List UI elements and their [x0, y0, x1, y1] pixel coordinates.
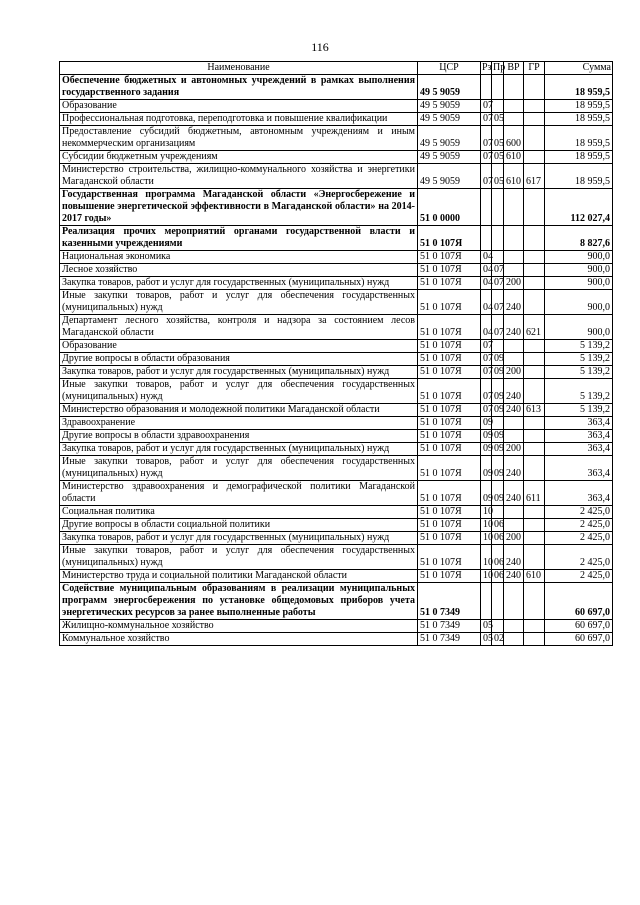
- row-gr: 610: [524, 570, 545, 583]
- row-gr: [524, 340, 545, 353]
- row-pr: 09: [492, 443, 504, 456]
- table-row: [60, 366, 613, 379]
- row-csr: 49 5 9059: [418, 100, 481, 113]
- row-vr: 240: [504, 456, 524, 481]
- row-csr: 51 0 107Я: [418, 570, 481, 583]
- row-csr: 51 0 107Я: [418, 366, 481, 379]
- row-sum: 18 959,5: [545, 164, 613, 189]
- row-vr: 200: [504, 366, 524, 379]
- row-gr: 613: [524, 404, 545, 417]
- row-pr: 09: [492, 456, 504, 481]
- row-csr: 51 0 107Я: [418, 430, 481, 443]
- table-row: [60, 443, 613, 456]
- row-pr: 09: [492, 379, 504, 404]
- row-pr: [492, 189, 504, 226]
- row-sum: 363,4: [545, 443, 613, 456]
- table-row: [60, 456, 613, 481]
- row-rz: 09: [481, 430, 492, 443]
- row-gr: [524, 251, 545, 264]
- table-header-row: [60, 62, 613, 75]
- row-name: Коммунальное хозяйство: [60, 633, 418, 646]
- row-sum: 2 425,0: [545, 545, 613, 570]
- row-rz: 04: [481, 251, 492, 264]
- row-sum: 5 139,2: [545, 353, 613, 366]
- row-name: Закупка товаров, работ и услуг для государственных (муниципальных) нужд: [60, 443, 418, 456]
- row-csr: 51 0 107Я: [418, 290, 481, 315]
- row-csr: 49 5 9059: [418, 164, 481, 189]
- table-row: [60, 583, 613, 620]
- row-vr: [504, 633, 524, 646]
- row-gr: 611: [524, 481, 545, 506]
- table-row: [60, 226, 613, 251]
- row-name: Иные закупки товаров, работ и услуг для обеспечения государственных (муниципальных) нужд: [60, 456, 418, 481]
- row-rz: [481, 189, 492, 226]
- row-gr: [524, 100, 545, 113]
- row-name: Предоставление субсидий бюджетным, автономным учреждениям и иным некоммерческим организациям: [60, 126, 418, 151]
- table-row: [60, 151, 613, 164]
- row-gr: [524, 353, 545, 366]
- row-name: Иные закупки товаров, работ и услуг для обеспечения государственных (муниципальных) нужд: [60, 545, 418, 570]
- row-gr: [524, 113, 545, 126]
- row-vr: [504, 75, 524, 100]
- row-name: Государственная программа Магаданской области «Энергосбережение и повышение энергетической эффективности в Магаданской области» на 2014-2017 годы»: [60, 189, 418, 226]
- row-csr: 51 0 107Я: [418, 443, 481, 456]
- row-name: Департамент лесного хозяйства, контроля и надзора за состоянием лесов Магаданской области: [60, 315, 418, 340]
- row-vr: 240: [504, 404, 524, 417]
- row-vr: [504, 506, 524, 519]
- row-sum: 60 697,0: [545, 633, 613, 646]
- row-csr: 51 0 107Я: [418, 545, 481, 570]
- row-sum: 2 425,0: [545, 570, 613, 583]
- table-row: [60, 126, 613, 151]
- row-sum: 2 425,0: [545, 506, 613, 519]
- row-pr: 05: [492, 113, 504, 126]
- row-sum: 363,4: [545, 417, 613, 430]
- row-name: Министерство строительства, жилищно-коммунального хозяйства и энергетики Магаданской области: [60, 164, 418, 189]
- row-rz: 10: [481, 532, 492, 545]
- row-sum: 5 139,2: [545, 340, 613, 353]
- row-sum: 363,4: [545, 430, 613, 443]
- row-rz: 05: [481, 620, 492, 633]
- row-csr: 51 0 107Я: [418, 417, 481, 430]
- row-pr: [492, 506, 504, 519]
- row-rz: 09: [481, 417, 492, 430]
- row-gr: [524, 506, 545, 519]
- row-rz: 10: [481, 506, 492, 519]
- row-pr: [492, 417, 504, 430]
- row-pr: 05: [492, 151, 504, 164]
- table-row: [60, 353, 613, 366]
- row-vr: [504, 620, 524, 633]
- row-csr: 51 0 107Я: [418, 532, 481, 545]
- row-name: Другие вопросы в области образования: [60, 353, 418, 366]
- row-pr: [492, 620, 504, 633]
- row-name: Социальная политика: [60, 506, 418, 519]
- row-sum: 363,4: [545, 456, 613, 481]
- row-name: Министерство образования и молодежной политики Магаданской области: [60, 404, 418, 417]
- row-gr: [524, 366, 545, 379]
- row-csr: 51 0 107Я: [418, 277, 481, 290]
- row-rz: 07: [481, 340, 492, 353]
- row-csr: 51 0 107Я: [418, 379, 481, 404]
- header-pr: Пр: [493, 62, 506, 73]
- row-pr: [492, 100, 504, 113]
- row-name: Закупка товаров, работ и услуг для государственных (муниципальных) нужд: [60, 532, 418, 545]
- row-name: Субсидии бюджетным учреждениям: [60, 151, 418, 164]
- row-rz: 07: [481, 366, 492, 379]
- table-row: [60, 481, 613, 506]
- row-pr: [492, 226, 504, 251]
- table-row: [60, 264, 613, 277]
- row-name: Национальная экономика: [60, 251, 418, 264]
- row-gr: [524, 226, 545, 251]
- row-pr: [492, 251, 504, 264]
- row-rz: 07: [481, 379, 492, 404]
- row-name: Здравоохранение: [60, 417, 418, 430]
- table-row: [60, 277, 613, 290]
- row-vr: [504, 226, 524, 251]
- row-sum: 900,0: [545, 315, 613, 340]
- row-rz: 10: [481, 519, 492, 532]
- table-row: [60, 430, 613, 443]
- row-gr: [524, 417, 545, 430]
- row-name: Образование: [60, 100, 418, 113]
- row-csr: 51 0 107Я: [418, 353, 481, 366]
- budget-table: [59, 61, 613, 646]
- row-name: Лесное хозяйство: [60, 264, 418, 277]
- row-pr: [492, 340, 504, 353]
- row-vr: [504, 189, 524, 226]
- row-sum: 363,4: [545, 481, 613, 506]
- row-pr: 07: [492, 277, 504, 290]
- row-vr: 240: [504, 315, 524, 340]
- row-sum: 18 959,5: [545, 75, 613, 100]
- row-gr: [524, 277, 545, 290]
- row-pr: 02: [492, 633, 504, 646]
- table-row: [60, 75, 613, 100]
- row-sum: 900,0: [545, 251, 613, 264]
- row-rz: [481, 75, 492, 100]
- table-row: [60, 189, 613, 226]
- row-pr: 09: [492, 430, 504, 443]
- row-pr: 05: [492, 126, 504, 151]
- row-pr: 06: [492, 532, 504, 545]
- table-row: [60, 404, 613, 417]
- row-rz: 05: [481, 633, 492, 646]
- row-gr: [524, 443, 545, 456]
- table-row: [60, 164, 613, 189]
- row-vr: [504, 353, 524, 366]
- row-rz: [481, 583, 492, 620]
- row-pr: 09: [492, 481, 504, 506]
- row-rz: 09: [481, 481, 492, 506]
- row-sum: 2 425,0: [545, 519, 613, 532]
- row-vr: 240: [504, 481, 524, 506]
- row-name: Министерство здравоохранения и демографической политики Магаданской области: [60, 481, 418, 506]
- row-name: Жилищно-коммунальное хозяйство: [60, 620, 418, 633]
- table-row: [60, 251, 613, 264]
- row-name: Другие вопросы в области здравоохранения: [60, 430, 418, 443]
- row-rz: 04: [481, 264, 492, 277]
- row-csr: 51 0 107Я: [418, 264, 481, 277]
- row-csr: 51 0 107Я: [418, 456, 481, 481]
- row-vr: [504, 519, 524, 532]
- row-rz: 10: [481, 570, 492, 583]
- table-row: [60, 340, 613, 353]
- table-row: [60, 315, 613, 340]
- row-csr: 51 0 7349: [418, 620, 481, 633]
- row-pr: 09: [492, 404, 504, 417]
- row-sum: 8 827,6: [545, 226, 613, 251]
- row-pr: 09: [492, 353, 504, 366]
- table-row: [60, 633, 613, 646]
- row-vr: 240: [504, 290, 524, 315]
- row-csr: 51 0 107Я: [418, 315, 481, 340]
- table-row: [60, 417, 613, 430]
- row-csr: 51 0 7349: [418, 583, 481, 620]
- row-rz: 07: [481, 404, 492, 417]
- row-sum: 112 027,4: [545, 189, 613, 226]
- row-gr: [524, 430, 545, 443]
- row-sum: 5 139,2: [545, 404, 613, 417]
- row-csr: 51 0 7349: [418, 633, 481, 646]
- row-pr: [492, 583, 504, 620]
- row-sum: 18 959,5: [545, 126, 613, 151]
- row-vr: [504, 113, 524, 126]
- row-gr: [524, 519, 545, 532]
- header-csr: ЦСР: [418, 62, 481, 75]
- table-row: [60, 532, 613, 545]
- row-name: Реализация прочих мероприятий органами государственной власти и казенными учреждениями: [60, 226, 418, 251]
- row-gr: 621: [524, 315, 545, 340]
- row-csr: 51 0 107Я: [418, 404, 481, 417]
- row-pr: 07: [492, 315, 504, 340]
- row-vr: 240: [504, 570, 524, 583]
- row-gr: [524, 633, 545, 646]
- row-pr: 05: [492, 164, 504, 189]
- row-pr: 06: [492, 570, 504, 583]
- row-name: Закупка товаров, работ и услуг для государственных (муниципальных) нужд: [60, 366, 418, 379]
- header-vr: ВР: [504, 62, 524, 75]
- row-pr: 07: [492, 264, 504, 277]
- row-csr: 51 0 107Я: [418, 506, 481, 519]
- row-gr: [524, 456, 545, 481]
- row-pr: 09: [492, 366, 504, 379]
- table-row: [60, 290, 613, 315]
- row-gr: [524, 264, 545, 277]
- row-vr: 610: [504, 164, 524, 189]
- table-row: [60, 379, 613, 404]
- row-gr: [524, 532, 545, 545]
- row-pr: 06: [492, 519, 504, 532]
- row-vr: 600: [504, 126, 524, 151]
- table-row: [60, 545, 613, 570]
- row-vr: 610: [504, 151, 524, 164]
- row-sum: 60 697,0: [545, 583, 613, 620]
- table-body: [60, 75, 613, 646]
- row-vr: [504, 340, 524, 353]
- row-csr: 49 5 9059: [418, 151, 481, 164]
- row-gr: [524, 620, 545, 633]
- row-sum: 5 139,2: [545, 366, 613, 379]
- row-name: Обеспечение бюджетных и автономных учреждений в рамках выполнения государственного задания: [60, 75, 418, 100]
- page-number: 116: [311, 40, 329, 54]
- row-vr: [504, 430, 524, 443]
- row-gr: [524, 151, 545, 164]
- row-vr: [504, 251, 524, 264]
- row-sum: 5 139,2: [545, 379, 613, 404]
- row-vr: 200: [504, 277, 524, 290]
- row-rz: 07: [481, 164, 492, 189]
- row-sum: 18 959,5: [545, 113, 613, 126]
- row-vr: 200: [504, 532, 524, 545]
- row-vr: 240: [504, 545, 524, 570]
- header-rz: Рз: [482, 62, 492, 73]
- row-rz: 04: [481, 290, 492, 315]
- table-row: [60, 506, 613, 519]
- row-vr: [504, 417, 524, 430]
- header-sum: Сумма: [545, 62, 613, 75]
- row-rz: 09: [481, 443, 492, 456]
- row-rz: 04: [481, 277, 492, 290]
- row-csr: 49 5 9059: [418, 75, 481, 100]
- header-name: Наименование: [60, 62, 418, 75]
- row-vr: [504, 100, 524, 113]
- row-gr: [524, 545, 545, 570]
- row-sum: 900,0: [545, 264, 613, 277]
- row-name: Закупка товаров, работ и услуг для государственных (муниципальных) нужд: [60, 277, 418, 290]
- row-name: Профессиональная подготовка, переподготовка и повышение квалификации: [60, 113, 418, 126]
- row-vr: [504, 264, 524, 277]
- row-csr: 51 0 107Я: [418, 340, 481, 353]
- table-row: [60, 620, 613, 633]
- row-rz: 09: [481, 456, 492, 481]
- row-name: Министерство труда и социальной политики Магаданской области: [60, 570, 418, 583]
- row-vr: 240: [504, 379, 524, 404]
- header-gr: ГР: [524, 62, 545, 75]
- table-row: [60, 570, 613, 583]
- row-rz: 07: [481, 126, 492, 151]
- row-rz: 07: [481, 100, 492, 113]
- row-rz: 07: [481, 353, 492, 366]
- row-gr: [524, 583, 545, 620]
- table-row: [60, 113, 613, 126]
- row-pr: [492, 75, 504, 100]
- row-name: Образование: [60, 340, 418, 353]
- row-csr: 49 5 9059: [418, 126, 481, 151]
- row-pr: 07: [492, 290, 504, 315]
- row-csr: 51 0 0000: [418, 189, 481, 226]
- row-gr: [524, 126, 545, 151]
- table-row: [60, 519, 613, 532]
- row-name: Другие вопросы в области социальной политики: [60, 519, 418, 532]
- row-vr: [504, 583, 524, 620]
- row-gr: [524, 75, 545, 100]
- row-sum: 900,0: [545, 290, 613, 315]
- row-vr: 200: [504, 443, 524, 456]
- row-csr: 51 0 107Я: [418, 519, 481, 532]
- row-sum: 60 697,0: [545, 620, 613, 633]
- row-rz: 10: [481, 545, 492, 570]
- row-csr: 49 5 9059: [418, 113, 481, 126]
- row-rz: 07: [481, 151, 492, 164]
- row-gr: 617: [524, 164, 545, 189]
- row-sum: 18 959,5: [545, 151, 613, 164]
- row-sum: 900,0: [545, 277, 613, 290]
- row-gr: [524, 189, 545, 226]
- row-pr: 06: [492, 545, 504, 570]
- row-name: Содействие муниципальным образованиям в реализации муниципальных программ энергосбережения по установке общедомовых приборов учета энергетических ресурсов за ранее выполненные работы: [60, 583, 418, 620]
- row-gr: [524, 290, 545, 315]
- row-gr: [524, 379, 545, 404]
- row-csr: 51 0 107Я: [418, 481, 481, 506]
- row-csr: 51 0 107Я: [418, 251, 481, 264]
- row-sum: 18 959,5: [545, 100, 613, 113]
- row-csr: 51 0 107Я: [418, 226, 481, 251]
- row-rz: [481, 226, 492, 251]
- row-rz: 04: [481, 315, 492, 340]
- row-name: Иные закупки товаров, работ и услуг для обеспечения государственных (муниципальных) нужд: [60, 379, 418, 404]
- row-rz: 07: [481, 113, 492, 126]
- row-sum: 2 425,0: [545, 532, 613, 545]
- row-name: Иные закупки товаров, работ и услуг для обеспечения государственных (муниципальных) нужд: [60, 290, 418, 315]
- table-row: [60, 100, 613, 113]
